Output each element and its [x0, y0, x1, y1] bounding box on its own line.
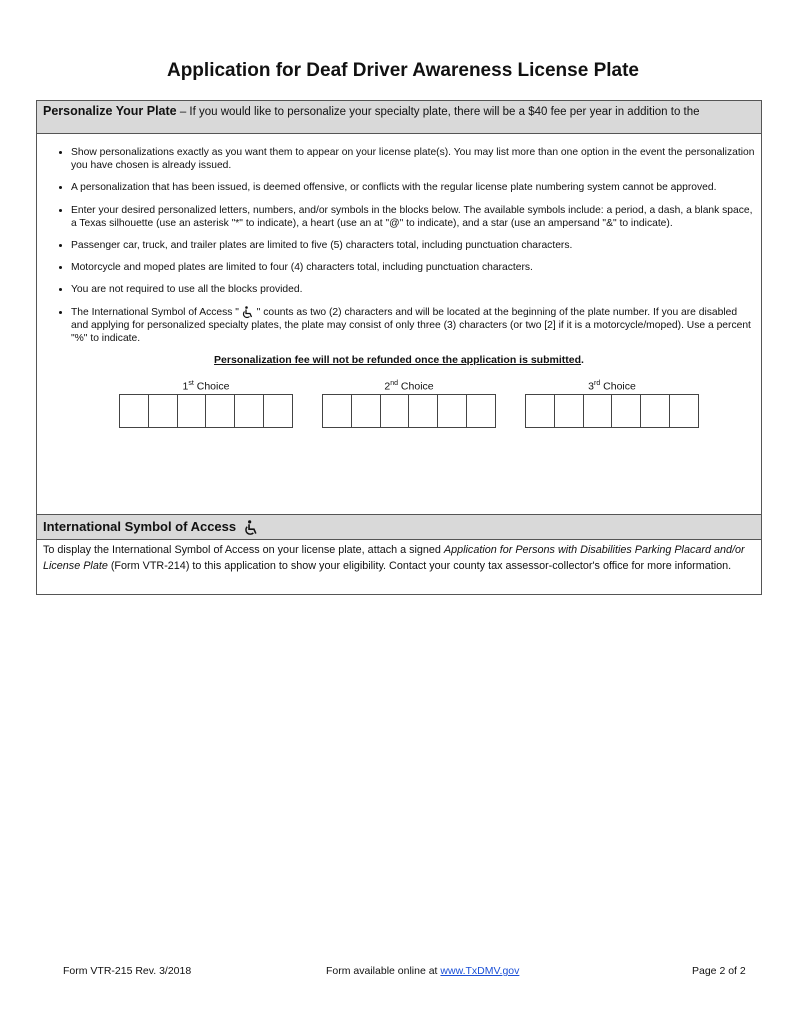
character-block[interactable] — [323, 395, 352, 427]
list-item — [71, 306, 761, 346]
character-block[interactable] — [526, 395, 555, 427]
choices-row — [37, 380, 761, 430]
choice-label: 3rd Choice — [588, 380, 636, 393]
isa-text-pre: To display the International Symbol of Access on your license plate, attach a signed — [43, 544, 444, 556]
isa-header — [37, 515, 761, 540]
wheelchair-icon — [244, 520, 259, 536]
character-block[interactable] — [235, 395, 264, 427]
character-block[interactable] — [438, 395, 467, 427]
form-number: Form VTR-215 Rev. 3/2018 — [63, 965, 192, 977]
character-block[interactable] — [264, 395, 292, 427]
third-choice-group — [525, 380, 699, 428]
first-choice-group — [119, 380, 293, 428]
character-block[interactable] — [149, 395, 178, 427]
isa-section — [36, 514, 762, 595]
list-item: • Passenger car, truck, and trailer plates are limited to five (5) characters total, including punctuation characters. — [71, 239, 761, 252]
character-block[interactable] — [206, 395, 235, 427]
character-block[interactable] — [467, 395, 495, 427]
second-choice-group — [322, 380, 496, 428]
list-item: • A personalization that has been issued, is deemed offensive, or conflicts with the regular license plate numbering system cannot be approved. — [71, 181, 761, 194]
fee-notice-period: . — [581, 354, 584, 367]
character-block[interactable] — [641, 395, 670, 427]
online-note-text: Form available online at — [326, 965, 441, 977]
choice-label: 1st Choice — [182, 380, 230, 393]
fee-notice — [37, 354, 761, 366]
list-item: • You are not required to use all the blocks provided. — [71, 283, 761, 296]
fee-notice-text: Personalization fee will not be refunded once the application is submitted — [214, 354, 582, 367]
instructions-list — [37, 146, 761, 345]
isa-heading: International Symbol of Access — [43, 519, 237, 534]
isa-form-title: Application for Persons with Disabilities Parking Placard and/or License Plate — [43, 544, 745, 572]
isa-bullet-text-pre: The International Symbol of Access " — [71, 306, 239, 318]
list-item: • Show personalizations exactly as you want them to appear on your license plate(s). You may list more than one option in the event the personalization you have chosen is already issued. — [71, 146, 761, 172]
personalize-heading: Personalize Your Plate — [43, 104, 177, 118]
third-choice-blocks — [525, 394, 699, 428]
list-item: • Enter your desired personalized letters, numbers, and/or symbols in the blocks below. The available symbols include: a period, a dash, a blank space, a Texas silhouette (use an asterisk "*" to indicate), a heart (use an at "@" to indicate), and a star (use an ampersand "&" to indicate). — [71, 204, 761, 230]
first-choice-blocks — [119, 394, 293, 428]
personalize-section — [36, 100, 762, 515]
character-block[interactable] — [381, 395, 410, 427]
choice-label: 2nd Choice — [384, 380, 434, 393]
second-choice-blocks — [322, 394, 496, 428]
personalize-heading-text: – If you would like to personalize your specialty plate, there will be a $40 fee per year in addition to the — [176, 106, 700, 118]
online-note — [326, 965, 519, 977]
character-block[interactable] — [409, 395, 438, 427]
character-block[interactable] — [612, 395, 641, 427]
character-block[interactable] — [584, 395, 613, 427]
isa-text-post: (Form VTR-214) to this application to show your eligibility. Contact your county tax assessor-collector's office for more information. — [107, 559, 732, 572]
isa-bullet-text-post: " counts as two (2) characters and will be located at the beginning of the plate number. If you are disabled and applying for personalized specialty plates, the plate may consist of only three (3) characters (or two [2] if it is a motorcycle/moped). Use a percent "%" to indicate. — [71, 306, 751, 345]
character-block[interactable] — [120, 395, 149, 427]
character-block[interactable] — [555, 395, 584, 427]
list-item: • Motorcycle and moped plates are limited to four (4) characters total, including punctuation characters. — [71, 261, 761, 274]
wheelchair-icon — [242, 306, 254, 319]
character-block[interactable] — [670, 395, 698, 427]
personalize-header — [37, 101, 761, 134]
page-number: Page 2 of 2 — [692, 965, 746, 977]
character-block[interactable] — [352, 395, 381, 427]
isa-body — [37, 540, 761, 577]
page-title: Application for Deaf Driver Awareness License Plate — [166, 60, 639, 81]
character-block[interactable] — [178, 395, 207, 427]
txdmv-link[interactable]: www.TxDMV.gov — [440, 965, 520, 977]
